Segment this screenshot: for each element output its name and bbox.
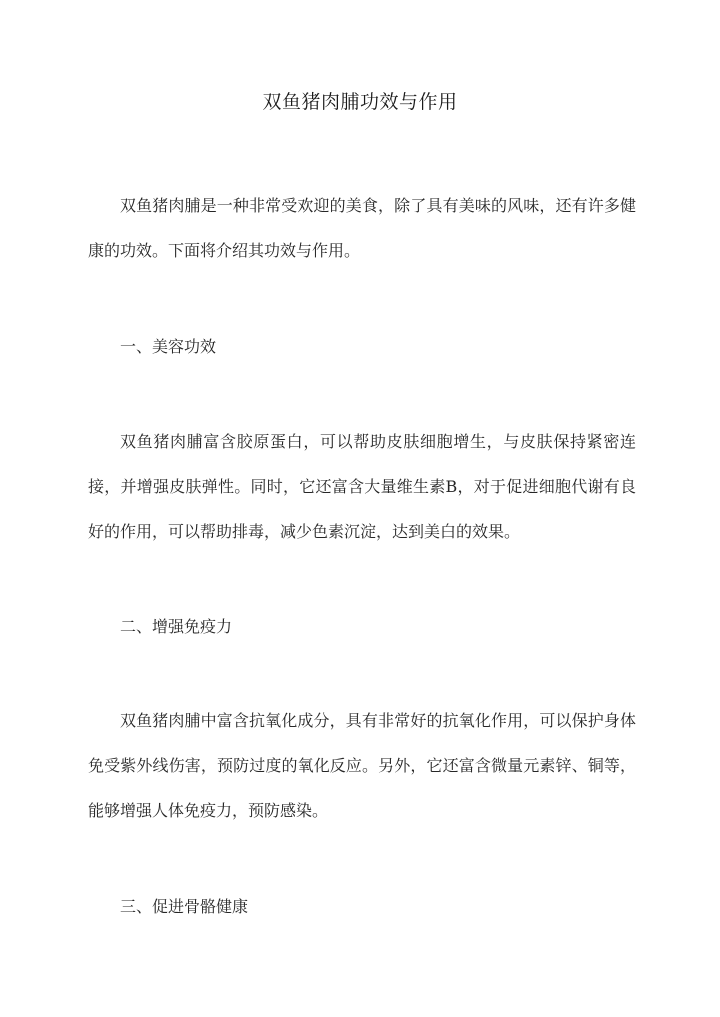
section-heading-block [88, 615, 636, 639]
section-heading-block [88, 895, 636, 919]
document-title: 双鱼猪肉脯功效与作用 [262, 91, 458, 113]
section-heading-block [88, 335, 636, 359]
section-body-block [88, 698, 636, 833]
section-body-block [88, 419, 636, 554]
section-body-immunity: 双鱼猪肉脯中富含抗氧化成分，具有非常好的抗氧化作用，可以保护身体免受紫外线伤害，预防过度的氧化反应。另外，它还富含微量元素锌、铜等，能够增强人体免疫力，预防感染。 [88, 711, 636, 820]
section-heading-beauty: 一、美容功效 [120, 337, 217, 356]
section-body-beauty: 双鱼猪肉脯富含胶原蛋白，可以帮助皮肤细胞增生，与皮肤保持紧密连接，并增强皮肤弹性。同时，它还富含大量维生素B，对于促进细胞代谢有良好的作用，可以帮助排毒，减少色素沉淀，达到美白的效果。 [88, 432, 636, 541]
section-heading-immunity: 二、增强免疫力 [120, 617, 233, 636]
intro-block [88, 183, 636, 273]
intro-paragraph: 双鱼猪肉脯是一种非常受欢迎的美食，除了具有美味的风味，还有许多健康的功效。下面将介绍其功效与作用。 [88, 196, 636, 260]
section-heading-bones: 三、促进骨骼健康 [120, 897, 249, 916]
